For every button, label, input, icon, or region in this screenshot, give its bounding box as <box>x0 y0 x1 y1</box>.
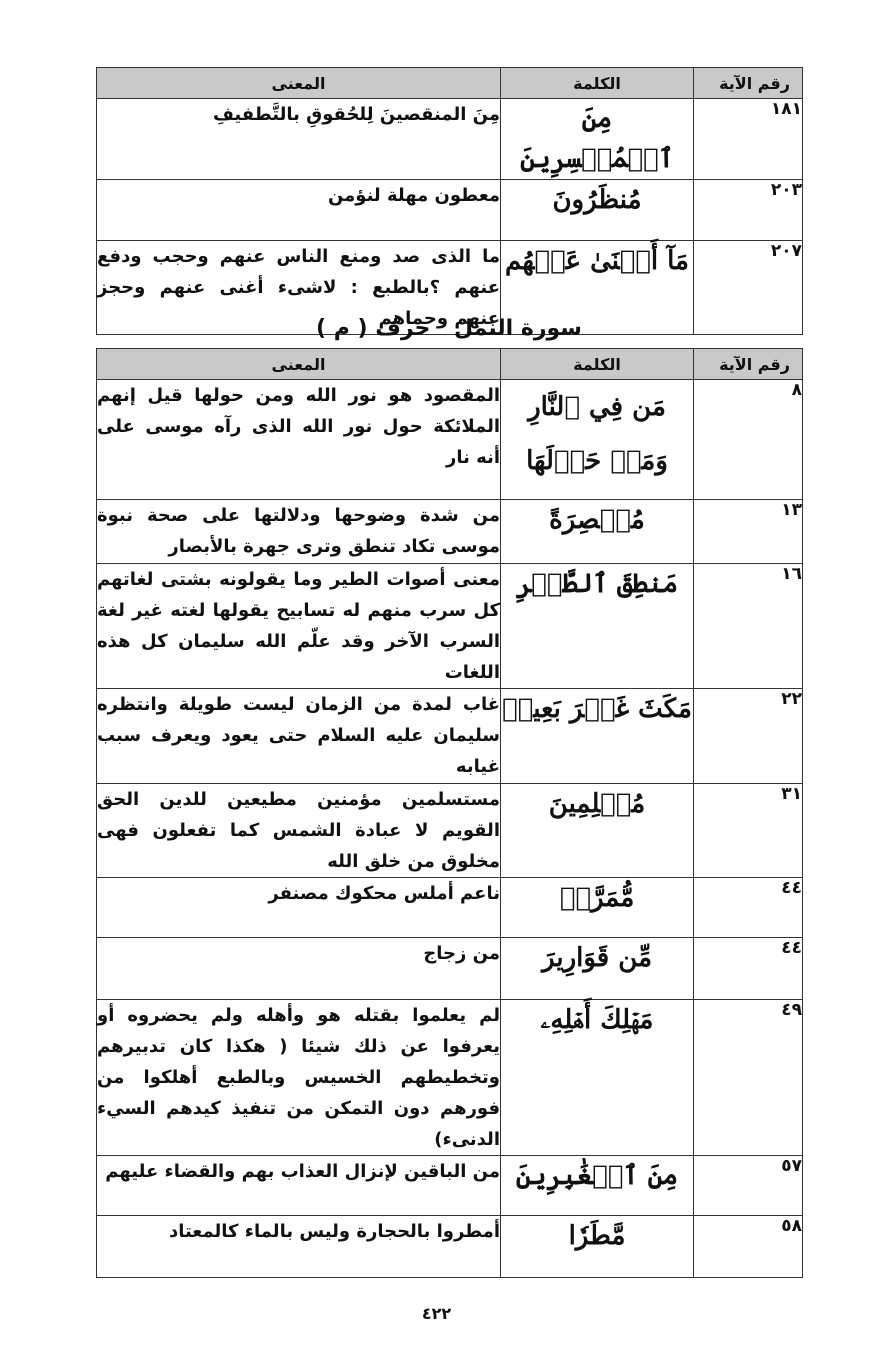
table-row <box>97 564 803 689</box>
word-meaning: من زجاج <box>97 938 501 1000</box>
table-row <box>97 938 803 1000</box>
quran-word: مِنَ ٱلۡمُخۡسِرِينَ <box>501 99 694 180</box>
quran-word: مُبۡصِرَةً <box>501 500 694 564</box>
header-word: الكلمة <box>501 349 694 380</box>
word-meaning: معطون مهلة لنؤمن <box>97 180 501 241</box>
table-header-row <box>97 349 803 380</box>
quran-word: مِنَ ٱلۡغَٰبِرِينَ <box>501 1156 694 1216</box>
table-row <box>97 878 803 938</box>
word-meaning: غاب لمدة من الزمان ليست طويلة وانتظره سليمان عليه السلام حتى يعود ويعرف سبب غيابه <box>97 689 501 784</box>
word-meaning: المقصود هو نور الله ومن حولها قيل إنهم الملائكة حول نور الله الذى رآه موسى على أنه نار <box>97 380 501 500</box>
quran-word: مَن فِي ٱلنَّارِ وَمَنۡ حَوۡلَهَا <box>501 380 694 500</box>
quran-word: مَّطَرٗا <box>501 1216 694 1278</box>
ayah-number: ٤٩ <box>694 1000 803 1156</box>
table-row <box>97 1216 803 1278</box>
vocabulary-table-2 <box>96 348 803 1278</box>
quran-word: مَنطِقَ ٱلطَّيۡرِ <box>501 564 694 689</box>
vocabulary-table-1 <box>96 67 803 335</box>
word-meaning: مِنَ المنقصينَ لِلحُقوقِ بالتَّطفيفِ <box>97 99 501 180</box>
table-row <box>97 1156 803 1216</box>
header-word: الكلمة <box>501 68 694 99</box>
quran-word: مَكَثَ غَيۡرَ بَعِيدٖ <box>501 689 694 784</box>
header-meaning: المعنى <box>97 68 501 99</box>
word-meaning: ما الذى صد ومنع الناس عنهم وحجب ودفع عنهم ؟بالطبع : لاشىء أغنى عنهم وحجز عنهم وحماهم <box>97 241 501 335</box>
word-meaning: أمطروا بالحجارة وليس بالماء كالمعتاد <box>97 1216 501 1278</box>
word-meaning: من الباقين لإنزال العذاب بهم والقضاء عليهم <box>97 1156 501 1216</box>
surah-name: سورة النمل <box>454 316 582 341</box>
ayah-number: ١٣ <box>694 500 803 564</box>
table-row <box>97 380 803 500</box>
ayah-number: ٢٠٣ <box>694 180 803 241</box>
table-row <box>97 180 803 241</box>
ayah-number: ٨ <box>694 380 803 500</box>
word-meaning: مستسلمين مؤمنين مطيعين للدين الحق القويم لا عبادة الشمس كما تفعلون فهى مخلوق من خلق الله <box>97 784 501 878</box>
ayah-number: ٤٤ <box>694 878 803 938</box>
quran-word: مِّن قَوَارِيرَ <box>501 938 694 1000</box>
ayah-number: ١٨١ <box>694 99 803 180</box>
letter-label: حرف ( م ) <box>316 316 431 341</box>
ayah-number: ٥٧ <box>694 1156 803 1216</box>
ayah-number: ٢٠٧ <box>694 241 803 335</box>
header-ayah-number: رقم الآية <box>694 68 803 99</box>
table-row <box>97 1000 803 1156</box>
word-meaning: لم يعلموا بقتله هو وأهله ولم يحضروه أو يعرفوا عن ذلك شيئا ( هكذا كان تدبيرهم وتخطيطهم الخسيس وبالطبع أهلكوا من فورهم دون التمكن من تنفيذ كيدهم السيء الدنىء) <box>97 1000 501 1156</box>
word-meaning: من شدة وضوحها ودلالتها على صحة نبوة موسى تكاد تنطق وترى جهرة بالأبصار <box>97 500 501 564</box>
quran-word: مَهۡلِكَ أَهۡلِهِۦ <box>501 1000 694 1156</box>
ayah-number: ٢٢ <box>694 689 803 784</box>
ayah-number: ٣١ <box>694 784 803 878</box>
table-row <box>97 99 803 180</box>
quran-word: مُسۡلِمِينَ <box>501 784 694 878</box>
table-row <box>97 689 803 784</box>
surah-heading <box>96 312 802 346</box>
page-number: ٤٢٢ <box>421 1304 452 1323</box>
table-row <box>97 500 803 564</box>
quran-word: مُنظَرُونَ <box>501 180 694 241</box>
table-header-row <box>97 68 803 99</box>
word-meaning: ناعم أملس محكوك مصنفر <box>97 878 501 938</box>
quran-word: مَآ أَغۡنَىٰ عَنۡهُم <box>501 241 694 335</box>
ayah-number: ١٦ <box>694 564 803 689</box>
ayah-number: ٥٨ <box>694 1216 803 1278</box>
header-ayah-number: رقم الآية <box>694 349 803 380</box>
table-row <box>97 784 803 878</box>
ayah-number: ٤٤ <box>694 938 803 1000</box>
word-meaning: معنى أصوات الطير وما يقولونه بشتى لغاتهم كل سرب منهم له تسابيح يقولها لغته غير لغة السرب الآخر وقد علّم الله سليمان كل هذه اللغات <box>97 564 501 689</box>
header-meaning: المعنى <box>97 349 501 380</box>
quran-word: مُّمَرَّدٞ <box>501 878 694 938</box>
